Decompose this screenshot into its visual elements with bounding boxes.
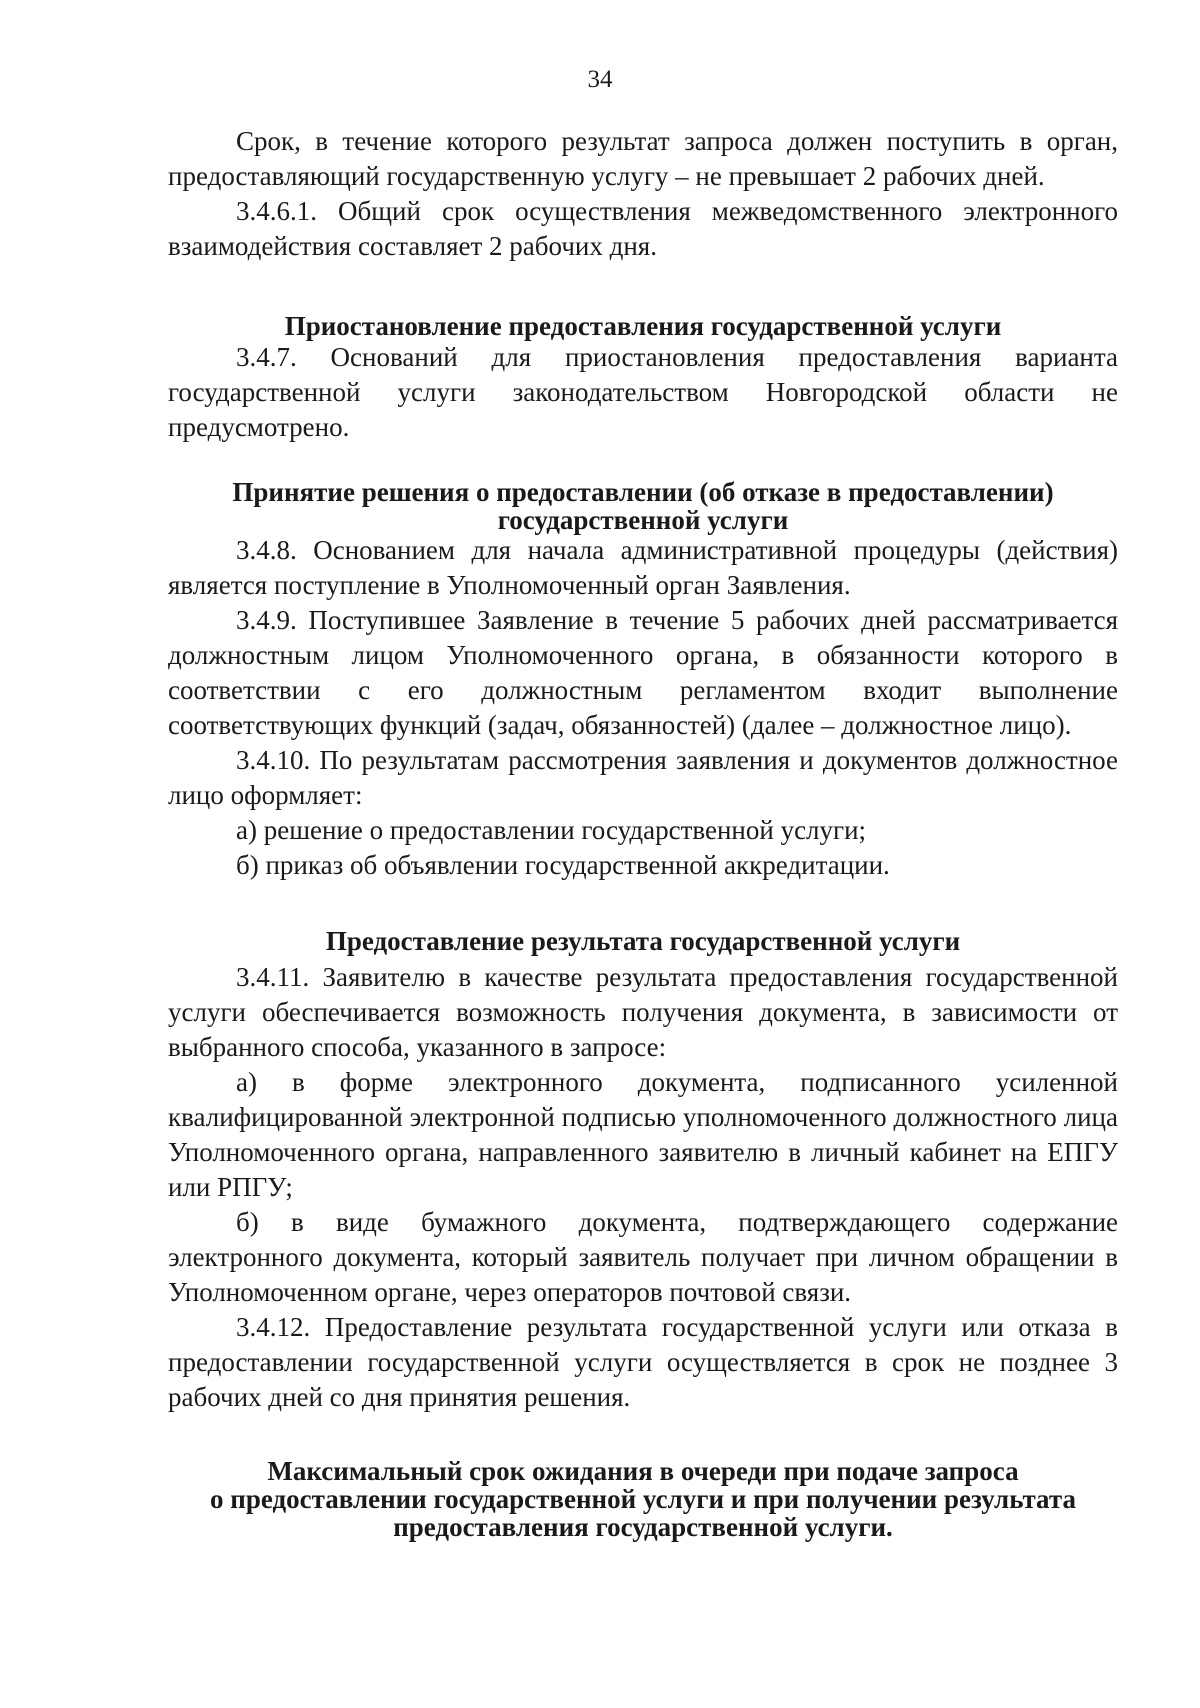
text-block-1 bbox=[168, 124, 1118, 264]
list-item: а) решение о предоставлении государственной услуги; bbox=[236, 815, 867, 845]
paragraph: 3.4.6.1. Общий срок осуществления межведомственного электронного взаимодействия составляет 2 рабочих дня. bbox=[168, 196, 1118, 261]
list-item: б) в виде бумажного документа, подтверждающего содержание электронного документа, который заявитель получает при личном обращении в Уполномоченном органе, через операторов почтовой связи. bbox=[168, 1207, 1118, 1307]
list-item: б) приказ об объявлении государственной аккредитации. bbox=[236, 850, 890, 880]
section-heading-result bbox=[168, 927, 1118, 955]
heading-line: Предоставление результата государственной услуги bbox=[325, 926, 961, 956]
paragraph: 3.4.11. Заявителю в качестве результата предоставления государственной услуги обеспечивается возможность получения документа, в зависимости от выбранного способа, указанного в запросе: bbox=[168, 962, 1118, 1062]
heading-line: Приостановление предоставления государственной услуги bbox=[284, 311, 1002, 341]
list-item: а) в форме электронного документа, подписанного усиленной квалифицированной электронной подписью уполномоченного должностного лица Уполномоченного органа, направленного заявителю в личный кабинет на ЕПГУ или РПГУ; bbox=[168, 1067, 1118, 1202]
text-block-4 bbox=[168, 960, 1118, 1415]
heading-line: Принятие решения о предоставлении (об отказе в предоставлении) bbox=[232, 477, 1054, 507]
page-number: 34 bbox=[587, 66, 613, 93]
section-heading-suspension bbox=[168, 312, 1118, 340]
paragraph: 3.4.10. По результатам рассмотрения заявления и документов должностное лицо оформляет: bbox=[168, 745, 1118, 810]
heading-line: о предоставлении государственной услуги и при получении результата bbox=[210, 1484, 1076, 1514]
paragraph: 3.4.8. Основанием для начала административной процедуры (действия) является поступление в Уполномоченный орган Заявления. bbox=[168, 535, 1118, 600]
heading-line: Максимальный срок ожидания в очереди при подаче запроса bbox=[267, 1456, 1019, 1486]
heading-line: государственной услуги bbox=[497, 505, 789, 535]
paragraph: 3.4.9. Поступившее Заявление в течение 5 рабочих дней рассматривается должностным лицом Уполномоченного органа, в обязанности которого в соответствии с его должностным регламентом входит выполнение соответствующих функций (задач, обязанностей) (далее – должностное лицо). bbox=[168, 605, 1118, 740]
paragraph: 3.4.12. Предоставление результата государственной услуги или отказа в предоставлении государственной услуги осуществляется в срок не позднее 3 рабочих дней со дня принятия решения. bbox=[168, 1312, 1118, 1412]
paragraph: 3.4.7. Оснований для приостановления предоставления варианта государственной услуги законодательством Новгородской области не предусмотрено. bbox=[168, 342, 1118, 442]
section-heading-queue bbox=[168, 1457, 1118, 1541]
text-block-3 bbox=[168, 533, 1118, 883]
text-block-2 bbox=[168, 340, 1118, 445]
heading-line: предоставления государственной услуги. bbox=[393, 1512, 893, 1542]
paragraph: Срок, в течение которого результат запроса должен поступить в орган, предоставляющий государственную услугу – не превышает 2 рабочих дней. bbox=[168, 126, 1118, 191]
section-heading-decision bbox=[168, 478, 1118, 534]
